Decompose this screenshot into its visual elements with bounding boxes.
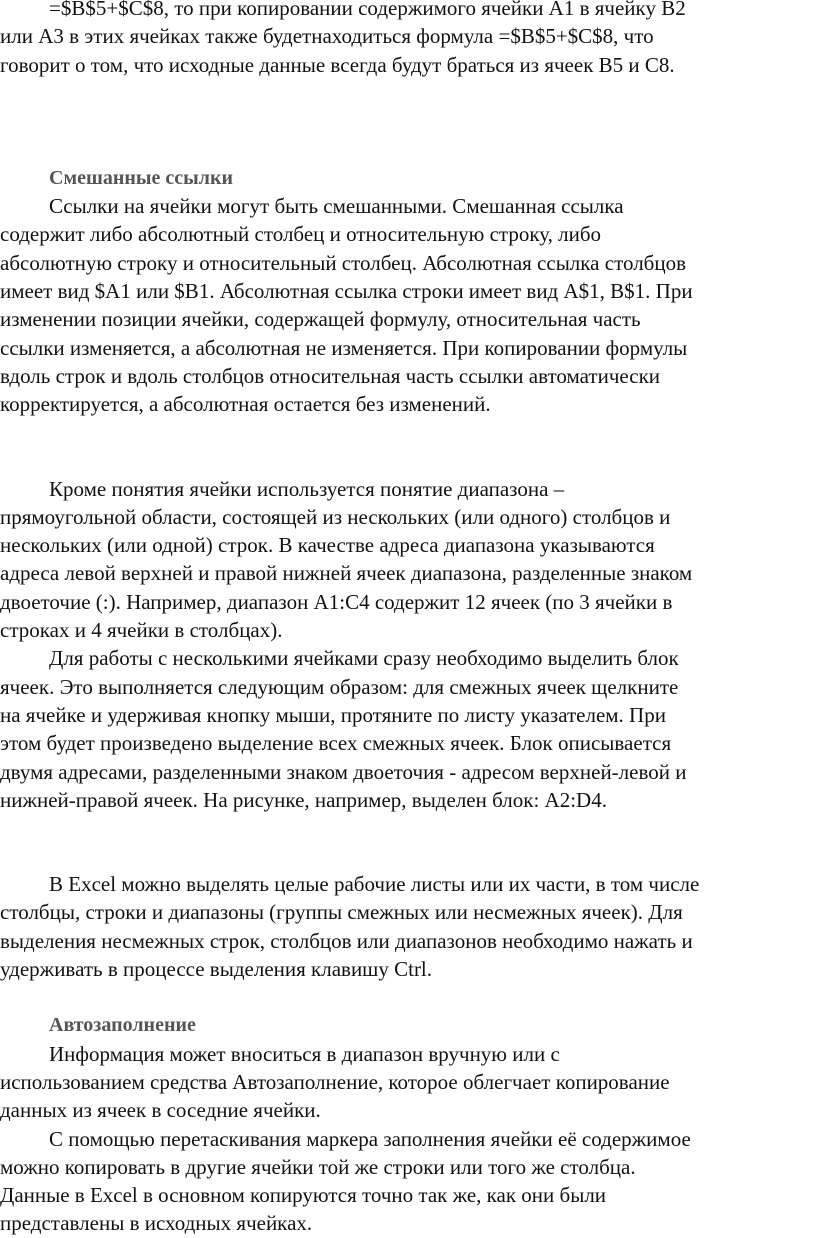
text-line: =$B$5+$C$8, то при копировании содержимого ячейки A1 в ячейку B2 bbox=[49, 0, 686, 20]
text-line: можно копировать в другие ячейки той же строки или того же столбца. bbox=[0, 1154, 636, 1179]
text-line: корректируется, а абсолютная остается без изменений. bbox=[0, 392, 491, 417]
text-line: нескольких (или одной) строк. В качестве адреса диапазона указываются bbox=[0, 533, 655, 558]
section-heading: Смешанные ссылки bbox=[49, 166, 234, 189]
text-line: Для работы с несколькими ячейками сразу необходимо выделить блок bbox=[49, 646, 679, 671]
text-line: представлены в исходных ячейках. bbox=[0, 1211, 313, 1236]
text-line: содержит либо абсолютный столбец и относительную строку, либо bbox=[0, 222, 602, 247]
section-mixed-references bbox=[0, 164, 808, 419]
paragraph-block bbox=[0, 644, 808, 814]
text-line: столбцы, строки и диапазоны (группы смежных или несмежных ячеек). Для bbox=[0, 900, 683, 925]
text-line: прямоугольной области, состоящей из нескольких (или одного) столбцов и bbox=[0, 504, 671, 529]
text-line: Ссылки на ячейки могут быть смешанными. Смешанная ссылка bbox=[49, 194, 624, 219]
text-line: вдоль строк и вдоль столбцов относительная часть ссылки автоматически bbox=[0, 363, 661, 388]
text-line: удерживать в процессе выделения клавишу Ctrl. bbox=[0, 957, 433, 982]
text-line: или A3 в этих ячейках также будетнаходиться формула =$B$5+$C$8, что bbox=[0, 24, 654, 49]
text-line: В Excel можно выделять целые рабочие листы или их части, в том числе bbox=[49, 872, 700, 897]
text-line: на ячейке и удерживая кнопку мыши, протяните по листу указателем. При bbox=[0, 702, 666, 727]
text-line: строках и 4 ячейки в столбцах). bbox=[0, 618, 283, 643]
paragraph-formula bbox=[0, 0, 808, 79]
text-line: С помощью перетаскивания маркера заполнения ячейки её содержимое bbox=[49, 1126, 691, 1151]
paragraph-excel-selection bbox=[0, 870, 808, 983]
text-line: изменении позиции ячейки, содержащей формулу, относительная часть bbox=[0, 307, 641, 332]
text-line: адреса левой верхней и правой нижней ячеек диапазона, разделенные знаком bbox=[0, 561, 693, 586]
text-line: двоеточие (:). Например, диапазон A1:C4 содержит 12 ячеек (по 3 ячейки в bbox=[0, 589, 673, 614]
text-line: Кроме понятия ячейки используется понятие диапазона – bbox=[49, 476, 565, 501]
text-line: ячеек. Это выполняется следующим образом: для смежных ячеек щелкните bbox=[0, 674, 679, 699]
section-heading: Автозаполнение bbox=[49, 1014, 196, 1037]
text-line: Данные в Excel в основном копируются точно так же, как они были bbox=[0, 1183, 607, 1208]
paragraph-range bbox=[0, 475, 808, 645]
text-line: использованием средства Автозаполнение, которое облегчает копирование bbox=[0, 1069, 670, 1094]
text-line: Информация может вноситься в диапазон вручную или с bbox=[49, 1041, 560, 1066]
text-line: говорит о том, что исходные данные всегда будут браться из ячеек B5 и C8. bbox=[0, 52, 675, 77]
text-line: имеет вид $A1 или $B1. Абсолютная ссылка строки имеет вид A$1, B$1. При bbox=[0, 279, 693, 304]
text-line: ссылки изменяется, а абсолютная не изменяется. При копировании формулы bbox=[0, 335, 688, 360]
text-line: нижней-правой ячеек. На рисунке, например, выделен блок: A2:D4. bbox=[0, 787, 607, 812]
text-line: этом будет произведено выделение всех смежных ячеек. Блок описывается bbox=[0, 731, 672, 756]
text-line: двумя адресами, разделенными знаком двоеточия - адресом верхней-левой и bbox=[0, 759, 687, 784]
section-autofill bbox=[0, 1011, 808, 1237]
text-line: данных из ячеек в соседние ячейки. bbox=[0, 1098, 321, 1123]
text-line: выделения несмежных строк, столбцов или диапазонов необходимо нажать и bbox=[0, 928, 693, 953]
text-line: абсолютную строку и относительный столбец. Абсолютная ссылка столбцов bbox=[0, 250, 687, 275]
